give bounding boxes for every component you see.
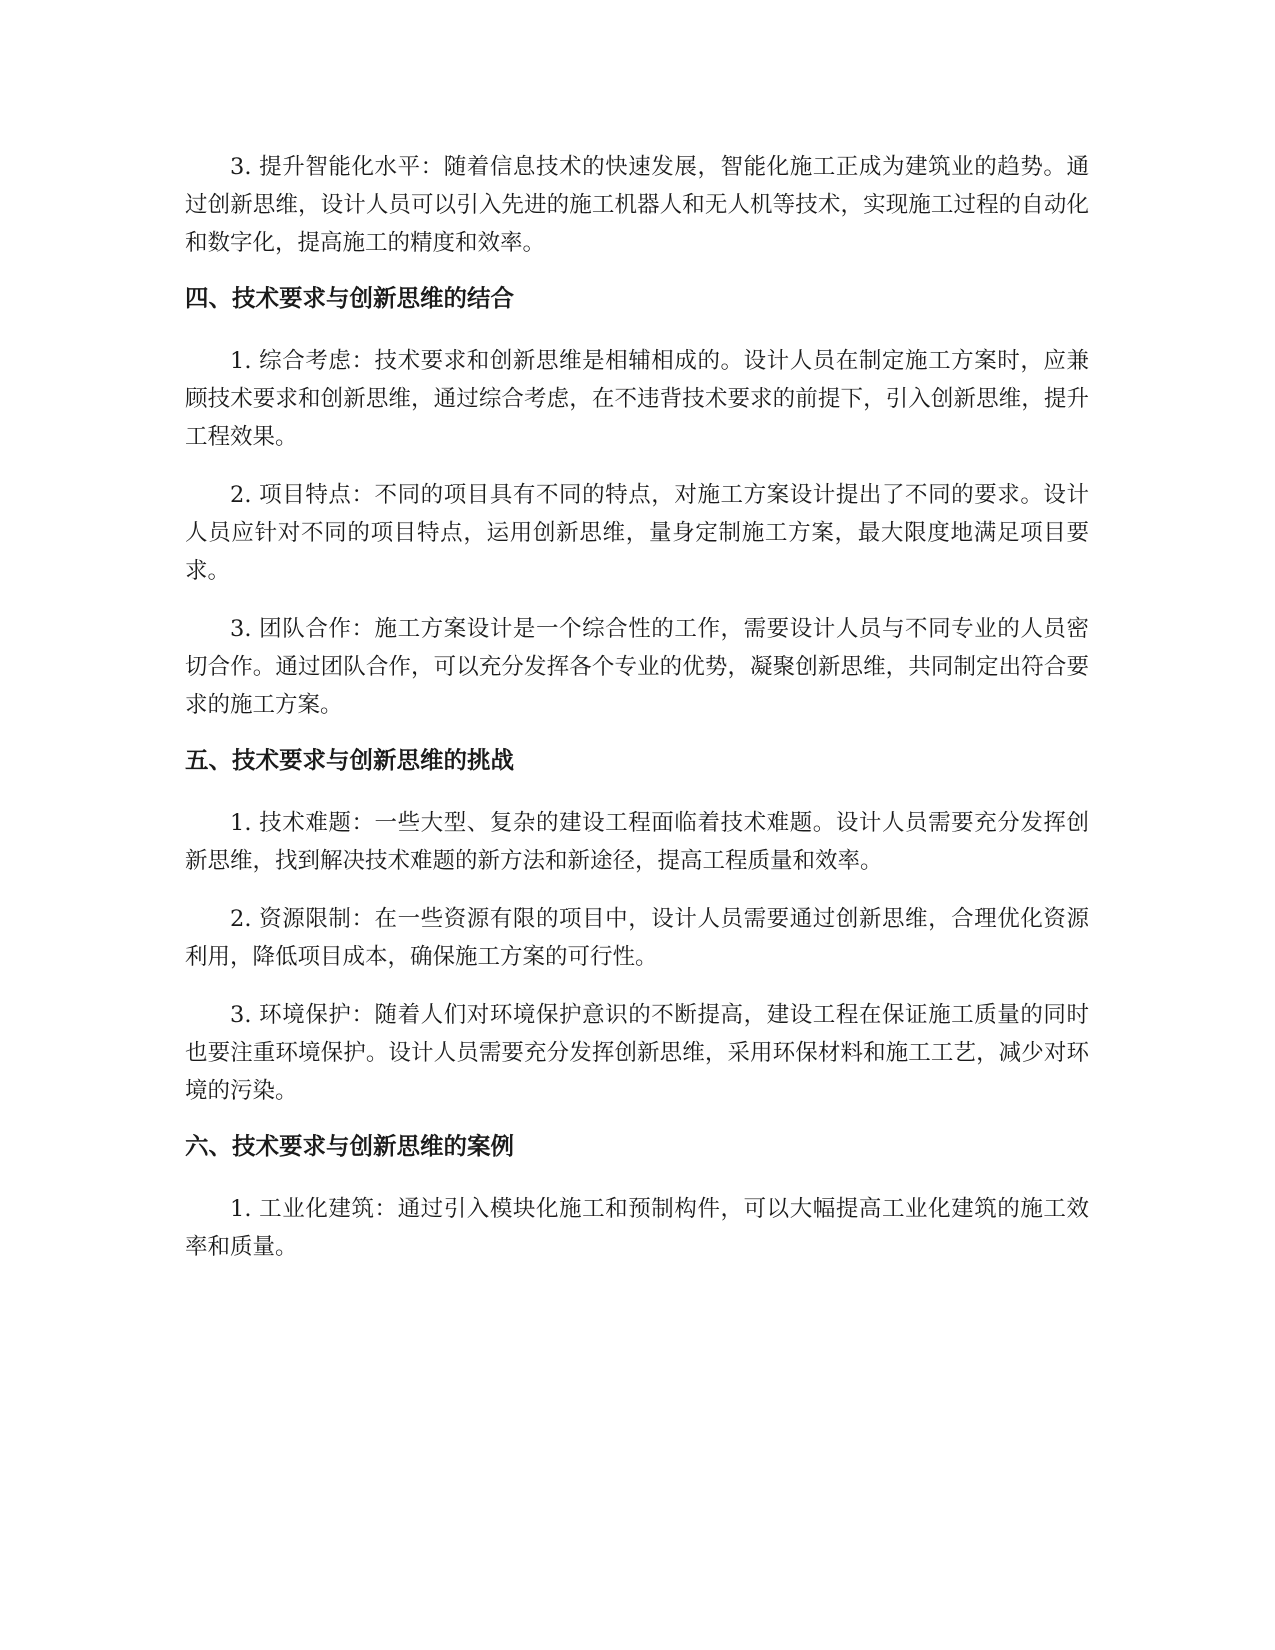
paragraph-industrial-building: 1. 工业化建筑：通过引入模块化施工和预制构件，可以大幅提高工业化建筑的施工效率和质量。 [185,1196,1089,1260]
paragraph-technical-problems: 1. 技术难题：一些大型、复杂的建设工程面临着技术难题。设计人员需要充分发挥创新思维，找到解决技术难题的新方法和新途径，提高工程质量和效率。 [185,810,1089,874]
section-heading-5: 五、技术要求与创新思维的挑战 [185,746,514,774]
paragraph-teamwork: 3. 团队合作：施工方案设计是一个综合性的工作，需要设计人员与不同专业的人员密切合作。通过团队合作，可以充分发挥各个专业的优势，凝聚创新思维，共同制定出符合要求的施工方案。 [185,616,1089,718]
paragraph-comprehensive: 1. 综合考虑：技术要求和创新思维是相辅相成的。设计人员在制定施工方案时，应兼顾技术要求和创新思维，通过综合考虑，在不违背技术要求的前提下，引入创新思维，提升工程效果。 [185,348,1089,450]
paragraph-environment: 3. 环境保护：随着人们对环境保护意识的不断提高，建设工程在保证施工质量的同时也要注重环境保护。设计人员需要充分发挥创新思维，采用环保材料和施工工艺，减少对环境的污染。 [185,1002,1089,1104]
paragraph-resource-limits: 2. 资源限制：在一些资源有限的项目中，设计人员需要通过创新思维，合理优化资源利用，降低项目成本，确保施工方案的可行性。 [185,906,1089,970]
section-heading-4: 四、技术要求与创新思维的结合 [185,284,514,312]
paragraph-project-features: 2. 项目特点：不同的项目具有不同的特点，对施工方案设计提出了不同的要求。设计人员应针对不同的项目特点，运用创新思维，量身定制施工方案，最大限度地满足项目要求。 [185,482,1089,584]
section-heading-6: 六、技术要求与创新思维的案例 [185,1132,514,1160]
document-page [185,148,1089,1286]
paragraph-intelligence: 3. 提升智能化水平：随着信息技术的快速发展，智能化施工正成为建筑业的趋势。通过创新思维，设计人员可以引入先进的施工机器人和无人机等技术，实现施工过程的自动化和数字化，提高施工的精度和效率。 [185,154,1089,256]
